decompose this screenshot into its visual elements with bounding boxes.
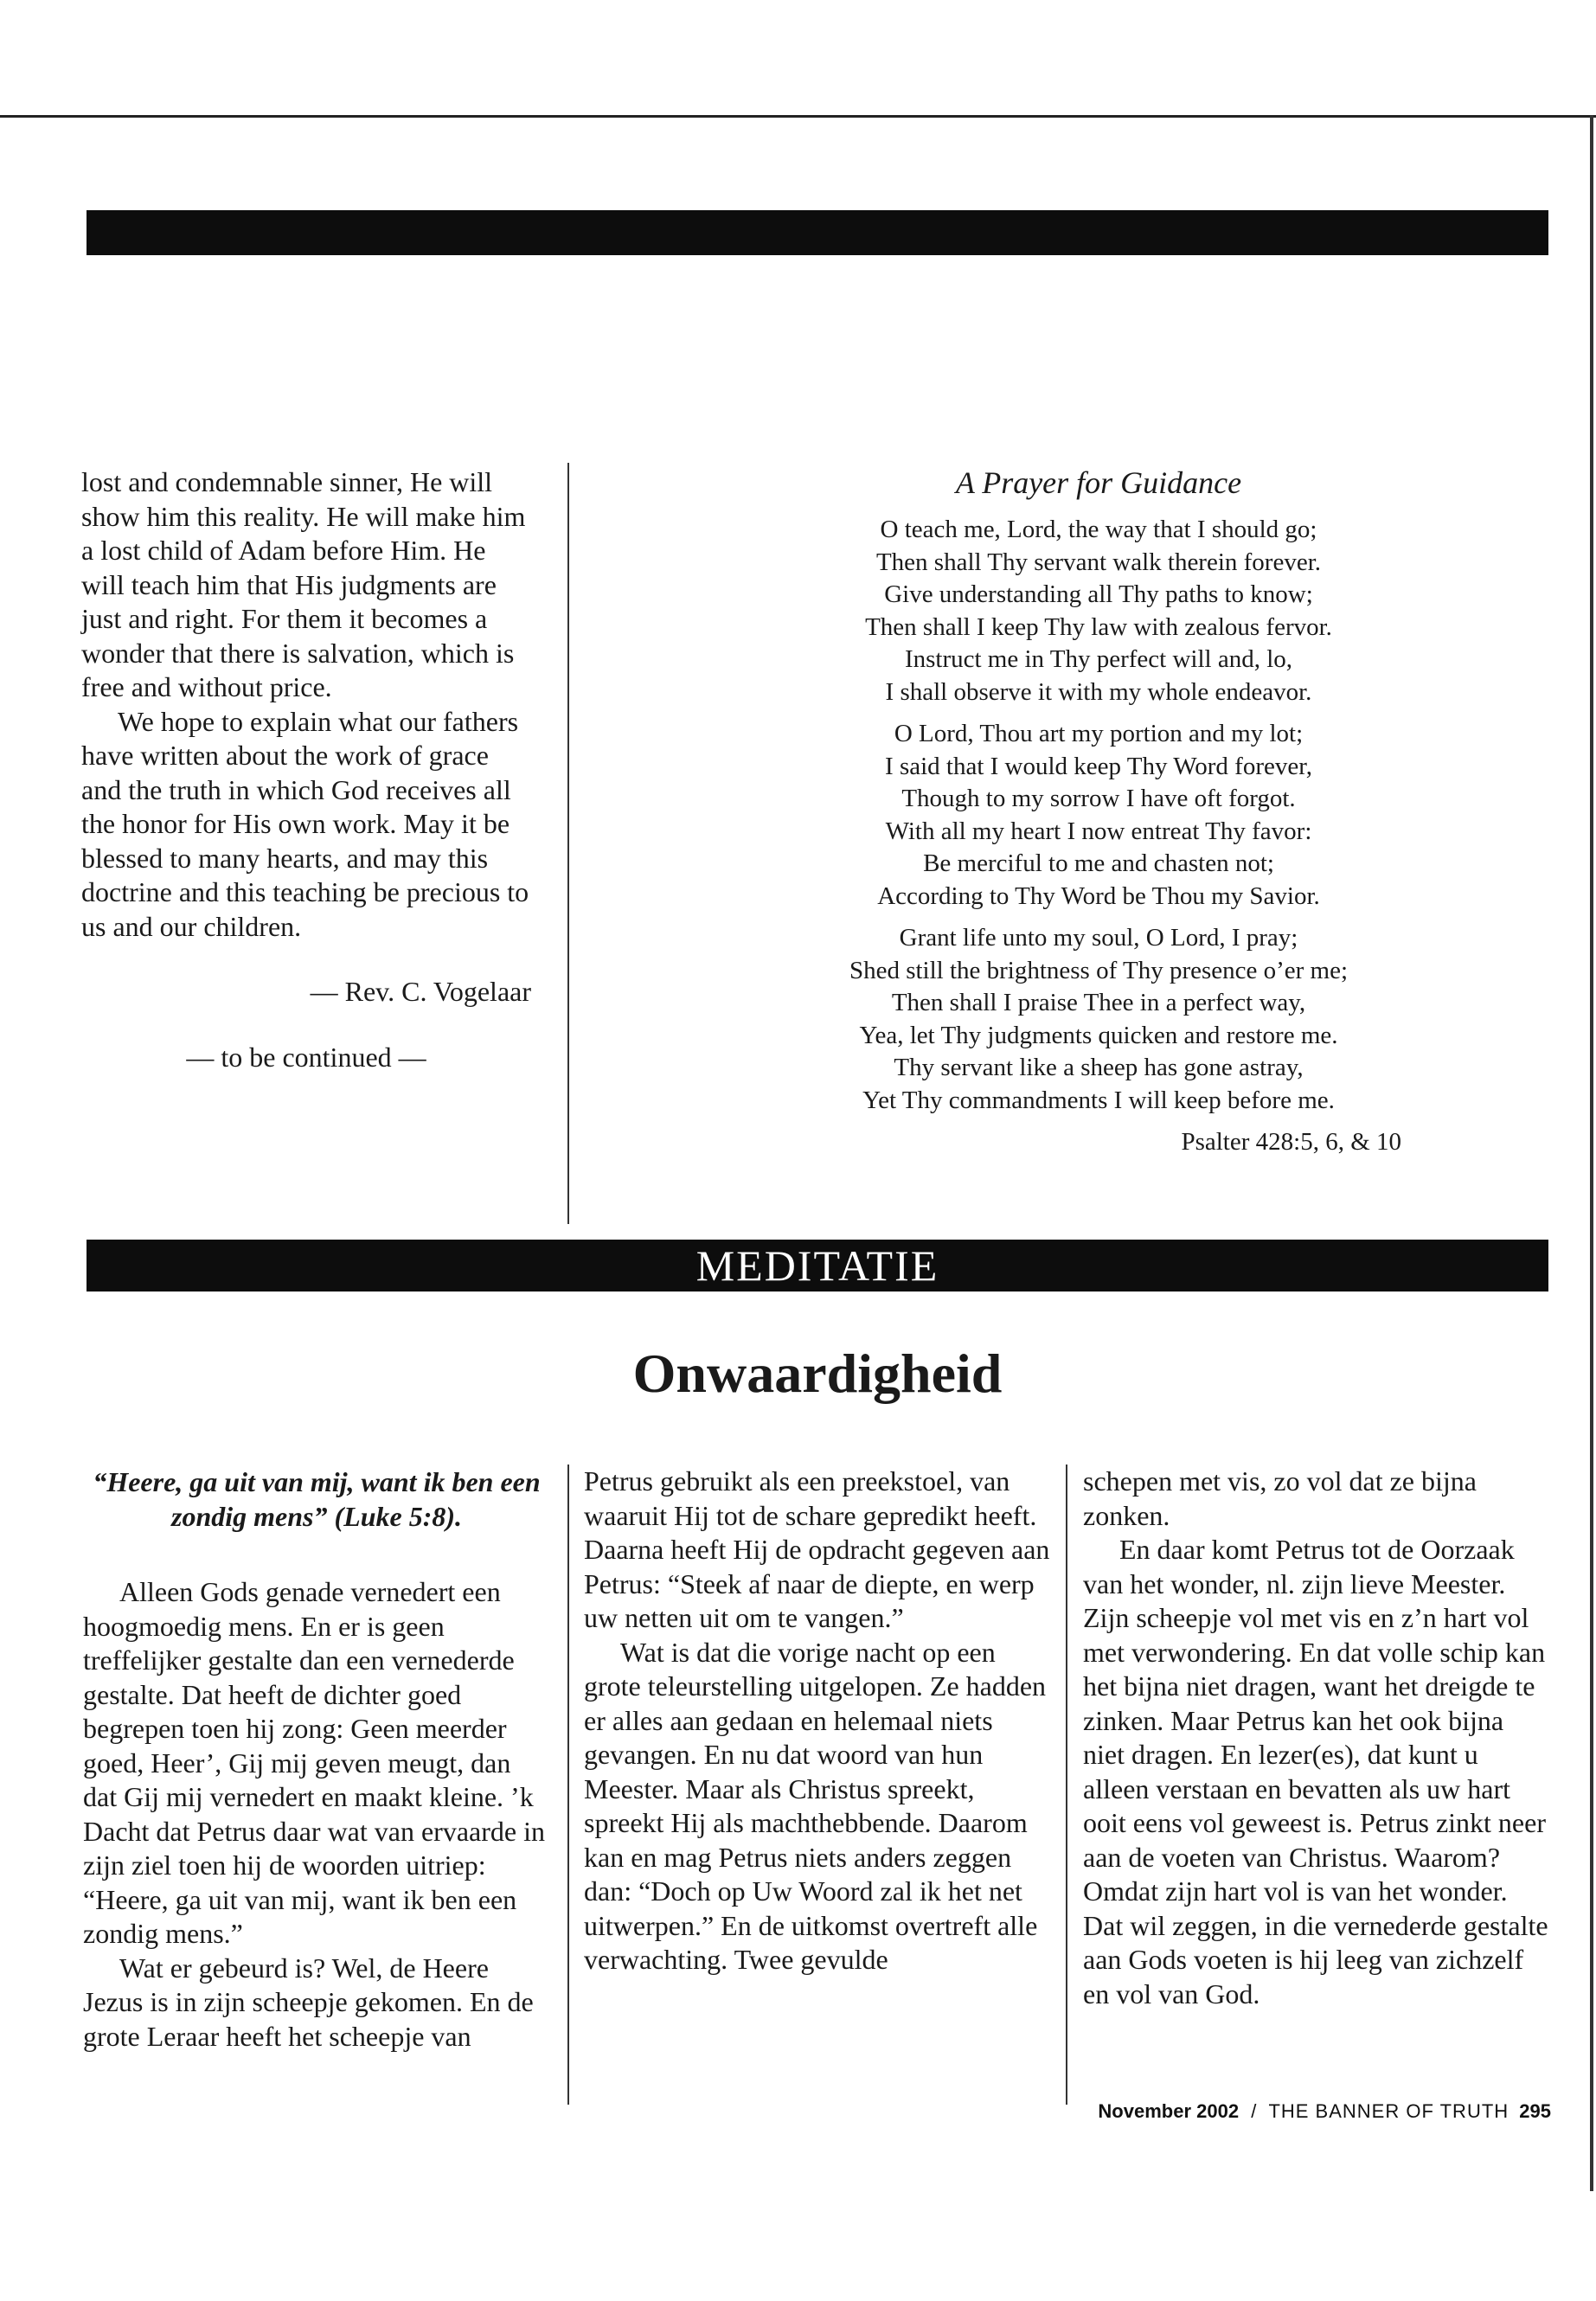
scripture-quote: “Heere, ga uit van mij, want ik ben een zondig mens” (Luke 5:8). xyxy=(93,1466,541,1532)
poem-line: O Lord, Thou art my portion and my lot; xyxy=(894,720,1304,747)
footer-separator: / xyxy=(1251,2100,1257,2122)
footer-date: November 2002 xyxy=(1098,2100,1240,2122)
author-signature: — Rev. C. Vogelaar xyxy=(310,976,531,1007)
top-rule xyxy=(0,115,1596,118)
paragraph: Petrus gebruikt als een preekstoel, van waaruit Hij tot de schare gepredikt heeft. Daarna heeft Hij de opdracht gegeven aan Petrus: “Steek af naar de diepte, en werp uw netten uit om te vangen.” xyxy=(584,1465,1050,1633)
header-bar xyxy=(87,210,1548,255)
page-number: 295 xyxy=(1519,2100,1551,2122)
paragraph: En daar komt Petrus tot de Oorzaak van het wonder, nl. zijn lieve Meester. Zijn scheepje vol met vis en z’n hart vol met verwondering. En dat volle schip kan het bijna niet dragen, want het dreigde te zinken. Maar Petrus kan het ook bijna niet dragen. En lezer(es), dat kunt u alleen verstaan en bevatten als uw hart ooit eens vol geweest is. Petrus zinkt neer aan de voeten van Christus. Waarom? Omdat zijn hart vol is van het wonder. Dat wil zeggen, in die vernederde gestalte aan Gods voeten is hij leeg van zichzelf en vol van God. xyxy=(1083,1534,1548,2009)
poem-line: Instruct me in Thy perfect will and, lo, xyxy=(904,645,1293,673)
poem-title: A Prayer for Guidance xyxy=(955,465,1242,500)
column-divider xyxy=(567,1465,569,2105)
poem-line: Then shall I praise Thee in a perfect way, xyxy=(891,989,1306,1016)
article-column-2 xyxy=(584,1465,1051,1977)
column-divider xyxy=(567,463,569,1224)
poem-line: Grant life unto my soul, O Lord, I pray; xyxy=(899,924,1298,952)
footer-publication: THE BANNER OF TRUTH xyxy=(1268,2100,1509,2122)
continued-note: — to be continued — xyxy=(186,1041,426,1073)
poem-line: With all my heart I now entreat Thy favor: xyxy=(885,817,1312,845)
poem-stanza xyxy=(744,922,1453,1117)
poem-line: Yea, let Thy judgments quicken and restore me. xyxy=(859,1021,1338,1049)
poem xyxy=(744,464,1453,1159)
paragraph: schepen met vis, zo vol dat ze bijna zonken. xyxy=(1083,1465,1477,1531)
paragraph: lost and condemnable sinner, He will show him this reality. He will make him a lost child of Adam before Him. He will teach him that His judgments are just and right. For them it becomes a wonder that there is salvation, which is free and without price. xyxy=(81,466,526,702)
article-continuation xyxy=(81,465,531,1074)
poem-line: Though to my sorrow I have oft forgot. xyxy=(901,785,1296,812)
poem-stanza xyxy=(744,718,1453,913)
paragraph: We hope to explain what our fathers have written about the work of grace and the truth in which God receives all the honor for His own work. May it be blessed to many hearts, and may this doctrine and this teaching be precious to us and our children. xyxy=(81,705,529,942)
poem-line: O teach me, Lord, the way that I should go; xyxy=(880,516,1317,543)
paragraph: Wat is dat die vorige nacht op een grote teleurstelling uitgelopen. Ze hadden er alles aan gedaan en helemaal niets gevangen. En nu dat woord van hun Meester. Maar als Christus spreekt, spreekt Hij als machthebbende. Daarom kan en mag Petrus niets anders zeggen dan: “Doch op Uw Woord zal ik het net uitwerpen.” En de uitkomst overtreft alle verwachting. Twee gevulde xyxy=(584,1636,1047,1975)
column-divider xyxy=(1066,1465,1067,2105)
article-column-1 xyxy=(83,1465,550,2054)
poem-line: Give understanding all Thy paths to know; xyxy=(884,580,1313,608)
poem-line: Shed still the brightness of Thy presence o’er me; xyxy=(849,956,1349,984)
page-edge xyxy=(1590,115,1593,2191)
article-column-3 xyxy=(1083,1465,1550,2011)
poem-line: I shall observe it with my whole endeavor. xyxy=(885,677,1312,706)
poem-line: Thy servant like a sheep has gone astray, xyxy=(894,1054,1304,1081)
poem-body xyxy=(744,514,1453,1117)
section-banner xyxy=(87,1240,1548,1292)
article-title: Onwaardigheid xyxy=(632,1343,1003,1404)
poem-source: Psalter 428:5, 6, & 10 xyxy=(1181,1128,1401,1156)
poem-line: Then shall I keep Thy law with zealous fervor. xyxy=(865,612,1332,641)
paragraph: Alleen Gods genade vernedert een hoogmoedig mens. En er is geen treffelijker gestalte dan een vernederde gestalte. Dat heeft de dichter goed begrepen toen hij zong: Geen meerder goed, Heer’, Gij mij geven meugt, dan dat Gij mij vernedert en maakt kleine. ’k Dacht dat Petrus daar wat van ervaarde in zijn ziel toen hij de woorden uitriep: “Heere, ga uit van mij, want ik ben een zondig mens.” xyxy=(83,1576,545,1949)
page-footer xyxy=(772,2100,1551,2123)
poem-line: I said that I would keep Thy Word forever, xyxy=(885,752,1312,780)
poem-line: According to Thy Word be Thou my Savior. xyxy=(877,881,1320,910)
poem-stanza xyxy=(744,514,1453,708)
paragraph: Wat er gebeurd is? Wel, de Heere Jezus is in zijn scheepje gekomen. En de grote Leraar heeft het scheepje van xyxy=(83,1952,534,2052)
poem-line: Be merciful to me and chasten not; xyxy=(923,849,1274,877)
poem-line: Then shall Thy servant walk therein forever. xyxy=(875,548,1322,576)
section-banner-label: MEDITATIE xyxy=(676,1241,960,1290)
poem-line: Yet Thy commandments I will keep before me. xyxy=(862,1086,1335,1114)
